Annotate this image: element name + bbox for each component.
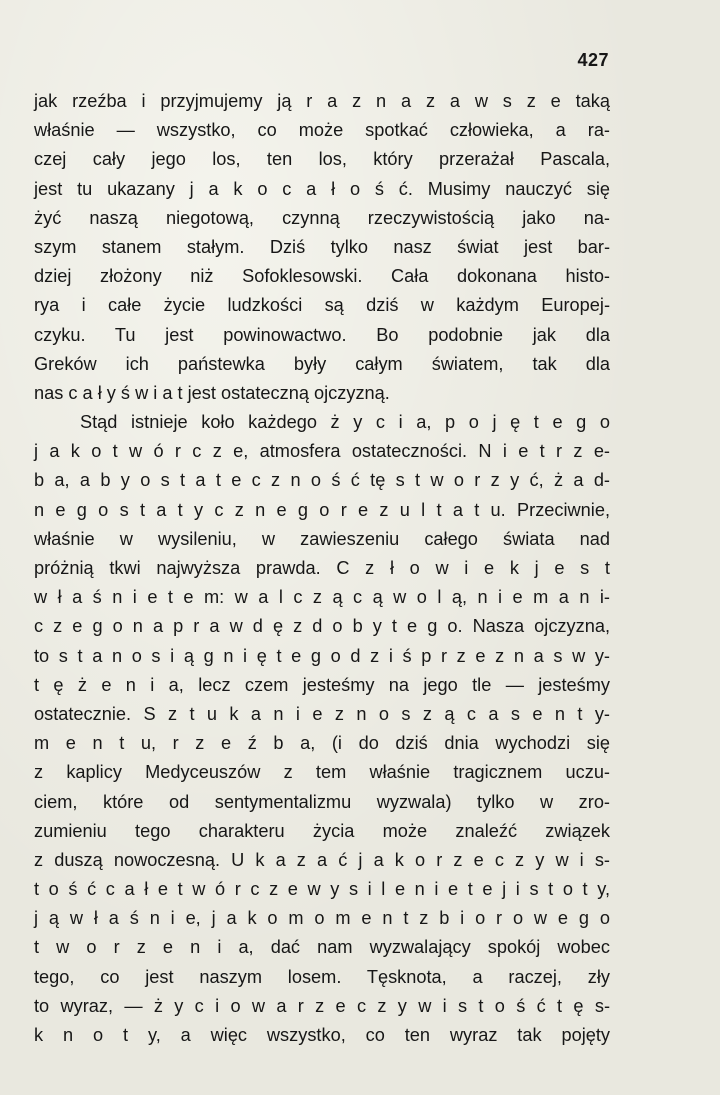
text-line: j ą w ł a ś n i e, j a k o m o m e n t z b i o r o w e g o — [34, 908, 610, 929]
text-line: t ę ż e n i a, lecz czem jesteśmy na jego tle — jesteśmy — [34, 674, 610, 695]
text-line: k n o t y, a więc wszystko, co ten wyraz tak pojęty — [34, 1025, 610, 1045]
text-line: żyć naszą niegotową, czynną rzeczywistością jako na- — [34, 207, 610, 228]
text-line: rya i całe życie ludzkości są dziś w każdym Europej- — [34, 295, 610, 316]
text-line: właśnie — wszystko, co może spotkać człowieka, a ra- — [34, 120, 610, 141]
text-line: to s t a n o s i ą g n i ę t e g o d z i ś p r z e z n a s w y- — [34, 645, 610, 666]
text-line: Stąd istnieje koło każdego ż y c i a, p o j ę t e g o — [80, 412, 610, 433]
text-line: ciem, które od sentymentalizmu wyzwala) tylko w zro- — [34, 791, 610, 812]
text-line: szym stanem stałym. Dziś tylko nasz świat jest bar- — [34, 236, 610, 257]
text-line: zumieniu tego charakteru życia może znaleźć związek — [34, 820, 610, 841]
text-line: z duszą nowoczesną. U k a z a ć j a k o r z e c z y w i s- — [34, 849, 610, 870]
text-line: w ł a ś n i e t e m: w a l c z ą c ą w o l ą, n i e m a n i- — [34, 587, 610, 608]
text-line: jest tu ukazany j a k o c a ł o ś ć. Musimy nauczyć się — [34, 178, 610, 199]
text-line: j a k o t w ó r c z e, atmosfera ostateczności. N i e t r z e- — [34, 441, 610, 462]
text-line: z kaplicy Medyceuszów z tem właśnie tragicznem uczu- — [34, 762, 610, 783]
text-line: nas c a ł y ś w i a t jest ostateczną ojczyzną. — [34, 382, 390, 403]
text-line: t o ś ć c a ł e t w ó r c z e w y s i l e n i e t e j i s t o t y, — [34, 879, 610, 900]
text-line: Greków ich państewka były całym światem, tak dla — [34, 353, 610, 374]
text-line: jak rzeźba i przyjmujemy ją r a z n a z a w s z e taką — [34, 91, 610, 111]
text-line: właśnie w wysileniu, w zawieszeniu całego świata nad — [34, 528, 610, 549]
text-line: dziej złożony niż Sofoklesowski. Cała dokonana histo- — [34, 266, 610, 287]
text-line: ostatecznie. S z t u k a n i e z n o s z ą c a s e n t y- — [34, 703, 610, 724]
text-line: c z e g o n a p r a w d ę z d o b y t e g o. Nasza ojczyzna, — [34, 616, 610, 637]
text-line: b a, a b y o s t a t e c z n o ś ć tę s t w o r z y ć, ż a d- — [34, 470, 610, 491]
text-line: tego, co jest naszym losem. Tęsknota, a raczej, zły — [34, 966, 610, 987]
body-text — [34, 87, 610, 1050]
page-number: 427 — [577, 50, 609, 70]
text-line: m e n t u, r z e ź b a, (i do dziś dnia wychodzi się — [34, 733, 610, 754]
text-line: czej cały jego los, ten los, który przerażał Pascala, — [34, 149, 610, 170]
text-line: n e g o s t a t y c z n e g o r e z u l t a t u. Przeciwnie, — [34, 499, 610, 520]
text-line: próżnią tkwi najwyższa prawda. C z ł o w i e k j e s t — [34, 558, 610, 578]
text-line: to wyraz, — ż y c i o w a r z e c z y w i s t o ś ć t ę s- — [34, 995, 610, 1016]
text-line: t w o r z e n i a, dać nam wyzwalający spokój wobec — [34, 937, 610, 958]
text-line: czyku. Tu jest powinowactwo. Bo podobnie jak dla — [34, 324, 610, 345]
